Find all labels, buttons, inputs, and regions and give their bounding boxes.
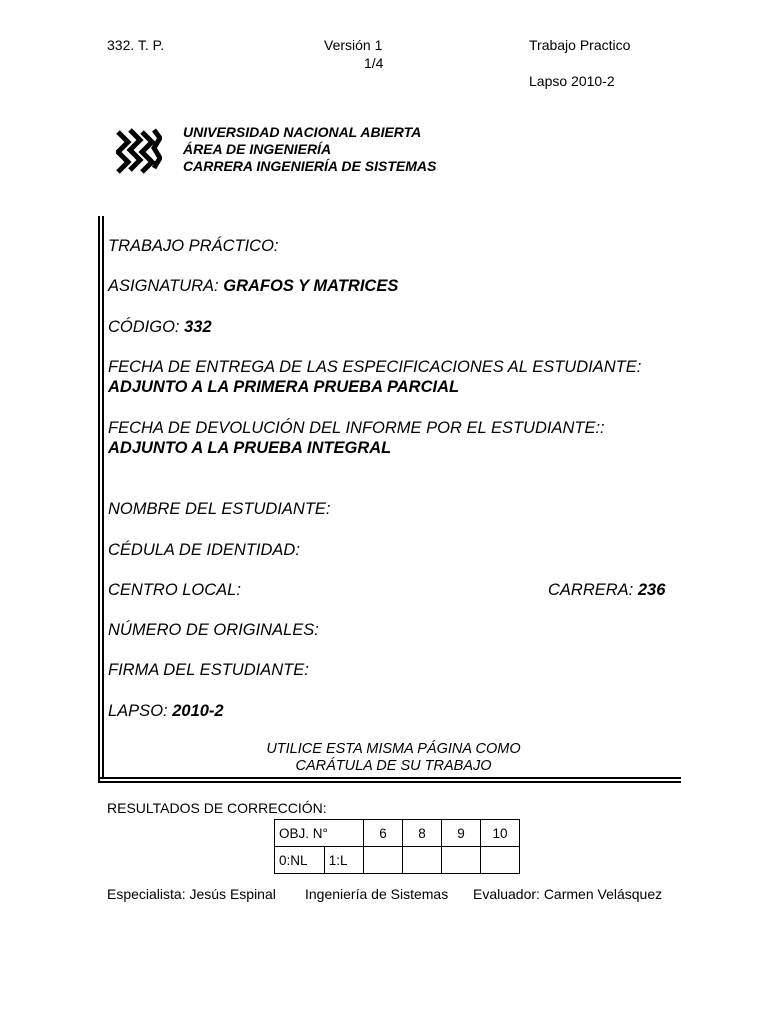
results-cell-obj: OBJ. N° (275, 820, 364, 847)
results-score-8 (403, 847, 442, 874)
asignatura-row (108, 277, 398, 296)
centro-label: CENTRO LOCAL: (108, 581, 241, 599)
lapso-row (108, 702, 224, 721)
codigo-value: 332 (184, 318, 212, 336)
footer-evaluador: Evaluador: Carmen Velásquez (473, 886, 663, 902)
results-title: RESULTADOS DE CORRECCIÓN: (107, 800, 327, 816)
results-cell-10: 10 (481, 820, 520, 847)
entrega-value (108, 378, 459, 397)
doc-type: Trabajo Practico (529, 37, 631, 53)
institution-line2: ÁREA DE INGENIERÍA (183, 141, 332, 157)
frame-bottom-upper (98, 777, 681, 779)
codigo-row (108, 318, 212, 337)
results-cell-l: 1:L (324, 847, 363, 874)
results-table (274, 819, 520, 874)
institution-line3: CARRERA INGENIERÍA DE SISTEMAS (183, 158, 437, 174)
results-cell-6: 6 (364, 820, 403, 847)
cover-note-line1: UTILICE ESTA MISMA PÁGINA COMO (266, 741, 521, 757)
doc-lapso: Lapso 2010-2 (529, 73, 615, 89)
results-score-10 (481, 847, 520, 874)
devolucion-value (108, 439, 391, 458)
results-row-objectives (275, 820, 520, 847)
institution-line1: UNIVERSIDAD NACIONAL ABIERTA (183, 124, 422, 140)
devolucion-value-text: ADJUNTO A LA PRUEBA INTEGRAL (108, 439, 392, 457)
una-logo-icon (116, 128, 162, 174)
entrega-label: FECHA DE ENTREGA DE LAS ESPECIFICACIONES AL ESTUDIANTE: (108, 358, 642, 376)
frame-left-outer (98, 216, 100, 781)
results-score-6 (364, 847, 403, 874)
results-cell-8: 8 (403, 820, 442, 847)
cedula-label: CÉDULA DE IDENTIDAD: (108, 541, 300, 559)
firma-label: FIRMA DEL ESTUDIANTE: (108, 661, 309, 679)
nombre-label: NOMBRE DEL ESTUDIANTE: (108, 500, 331, 518)
asignatura-label: ASIGNATURA: (108, 277, 219, 295)
asignatura-value: GRAFOS Y MATRICES (223, 277, 399, 295)
footer-especialista: Especialista: Jesús Espinal (107, 886, 276, 902)
results-cell-9: 9 (442, 820, 481, 847)
carrera-row (548, 581, 665, 600)
cover-note-line2: CARÁTULA DE SU TRABAJO (295, 758, 492, 774)
trabajo-label: TRABAJO PRÁCTICO: (108, 237, 279, 255)
cover-note (100, 741, 687, 775)
page-number: 1/4 (364, 55, 384, 71)
results-score-9 (442, 847, 481, 874)
frame-left-inner (102, 216, 104, 778)
carrera-label: CARRERA: (548, 581, 634, 599)
lapso-value: 2010-2 (172, 702, 224, 720)
codigo-label: CÓDIGO: (108, 318, 180, 336)
footer-area: Ingeniería de Sistemas (305, 886, 449, 902)
carrera-value: 236 (637, 581, 666, 599)
entrega-value-text: ADJUNTO A LA PRIMERA PRUEBA PARCIAL (108, 378, 460, 396)
lapso-label: LAPSO: (108, 702, 168, 720)
results-cell-nl: 0:NL (275, 847, 325, 874)
originales-label: NÚMERO DE ORIGINALES: (108, 621, 319, 639)
results-row-scores (275, 847, 520, 874)
devolucion-label: FECHA DE DEVOLUCIÓN DEL INFORME POR EL ESTUDIANTE:: (108, 419, 605, 437)
frame-bottom-lower (98, 781, 681, 783)
doc-code: 332. T. P. (107, 37, 165, 53)
doc-version: Versión 1 (324, 37, 383, 53)
